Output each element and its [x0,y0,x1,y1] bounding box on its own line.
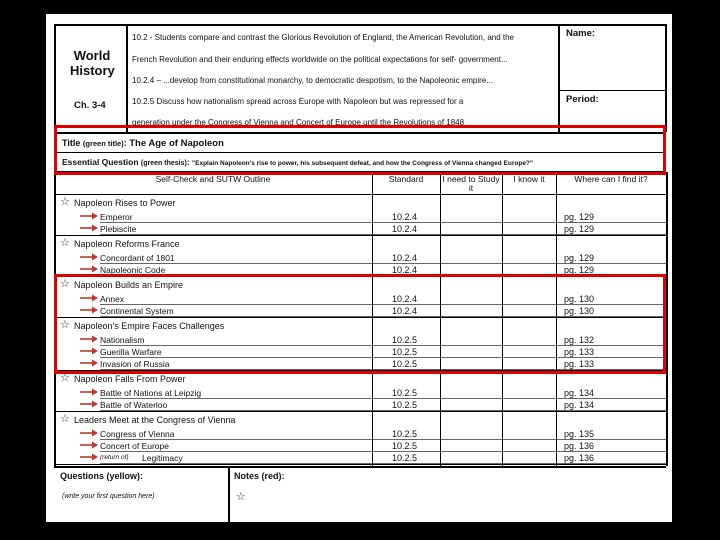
item-page: pg. 129 [564,224,595,234]
eq-label-note: (green thesis) [140,160,187,167]
section-title: Leaders Meet at the Congress of Vienna [74,415,236,425]
column-header: Standard [388,174,424,184]
section-title: Napoleon Builds an Empire [74,280,184,290]
item-page: pg. 129 [564,253,595,263]
rule [100,398,666,399]
item-page: pg. 129 [564,212,595,222]
item-standard: 10.2.5 [392,335,418,345]
highlight-box-sections [54,274,666,374]
item-label: Congress of Vienna [100,429,175,439]
arrow-icon [80,441,96,449]
item-label: Plebiscite [100,224,137,234]
rule [54,466,666,468]
rule [228,466,230,522]
title-label-note: (green title) [82,139,124,148]
item-label: Continental System [100,306,174,316]
item-label: Legitimacy [142,453,183,463]
arrow-icon [80,253,96,261]
item-standard: 10.2.5 [392,400,418,410]
item-page: pg. 136 [564,441,595,451]
item-standard: 10.2.5 [392,359,418,369]
rule [54,411,666,412]
item-standard: 10.2.4 [392,212,418,222]
item-standard: 10.2.5 [392,441,418,451]
star-icon: ☆ [236,491,246,503]
arrow-icon [80,224,96,232]
title-value: The Age of Napoleon [129,138,224,149]
item-label: Guerilla Warfare [100,347,162,357]
star-icon: ☆ [60,278,70,290]
item-label: Invasion of Russia [100,359,170,369]
standard-line: 10.2.4 – ...develop from constitutional monarchy, to democratic despotism, to the Napoleonic empire... [132,76,493,85]
star-icon: ☆ [60,413,70,425]
rule [100,451,666,452]
course-title: World History [70,48,115,78]
item-page: pg. 133 [564,347,595,357]
standard-line: 10.2 - Students compare and contrast the Glorious Revolution of England, the American Revolution, and the [132,33,515,42]
item-page: pg. 130 [564,294,595,304]
arrow-icon [80,212,96,220]
standard-line: French Revolution and their enduring effects worldwide on the political expectations for self- government... [132,55,508,64]
eq-colon: : [186,157,190,167]
item-standard: 10.2.4 [392,224,418,234]
item-page: pg. 132 [564,335,595,345]
section-title: Napoleon Falls From Power [74,374,186,384]
name-label: Name: [566,28,596,39]
item-page: pg. 129 [564,265,595,275]
item-standard: 10.2.5 [392,453,418,463]
item-label: Battle of Nations at Leipzig [100,388,202,398]
rule [54,235,666,236]
column-header: I need to Study it [442,174,500,193]
column-header: Where can I find it? [574,174,648,184]
section-title: Napoleon's Empire Faces Challenges [74,321,225,331]
item-label: Napoleonic Code [100,265,166,275]
rule [100,439,666,440]
item-label: Concert of Europe [100,441,169,451]
column-header: I know it [513,174,545,184]
column-header: Self-Check and SUTW Outline [155,174,271,184]
item-page: pg. 130 [564,306,595,316]
rule [666,172,668,466]
item-standard: 10.2.5 [392,388,418,398]
title-label: Title [62,138,81,148]
item-page: pg. 134 [564,400,595,410]
item-label: Annex [100,294,125,304]
worksheet [46,14,672,522]
item-standard: 10.2.4 [392,306,418,316]
chapter-label: Ch. 3-4 [74,100,106,111]
questions-label: Questions (yellow): [60,471,144,481]
item-label: Nationalism [100,335,145,345]
highlight-box-title [54,125,666,175]
title-colon: : [123,138,127,148]
arrow-icon [80,265,96,273]
item-page: pg. 134 [564,388,595,398]
section-title: Napoleon Reforms France [74,239,180,249]
item-standard: 10.2.4 [392,265,418,275]
rule [100,263,666,264]
item-standard: 10.2.4 [392,294,418,304]
rule [54,194,666,195]
item-label: Battle of Waterloo [100,400,168,410]
outline-table [46,14,672,522]
section-title: Napoleon Rises to Power [74,198,176,208]
item-prefix: (return of) [100,454,129,461]
star-icon: ☆ [60,237,70,249]
notes-label: Notes (red): [234,471,285,481]
star-icon: ☆ [60,196,70,208]
arrow-icon [80,388,96,396]
star-icon: ☆ [60,319,70,331]
arrow-icon [80,453,96,461]
item-label: Emperor [100,212,133,222]
rule [54,464,666,465]
eq-value: "Explain Napoleon's rise to power, his subsequent defeat, and how the Congress of Vienna changed Europe?" [192,160,533,167]
standard-line: 10.2.5 Discuss how nationalism spread across Europe with Napoleon but was repressed for a [132,97,464,106]
arrow-icon [80,429,96,437]
item-label: Concordant of 1801 [100,253,175,263]
period-label: Period: [566,94,599,105]
eq-label: Essential Question [62,157,139,167]
item-page: pg. 135 [564,429,595,439]
arrow-icon [80,400,96,408]
item-standard: 10.2.5 [392,429,418,439]
star-icon: ☆ [60,372,70,384]
questions-hint: (write your first question here) [62,493,155,500]
item-page: pg. 133 [564,359,595,369]
standard-line: generation under the Congress of Vienna and Concert of Europe until the Revolutions of 1848 [132,118,465,127]
item-page: pg. 136 [564,453,595,463]
item-standard: 10.2.5 [392,347,418,357]
rule [100,222,666,223]
item-standard: 10.2.4 [392,253,418,263]
